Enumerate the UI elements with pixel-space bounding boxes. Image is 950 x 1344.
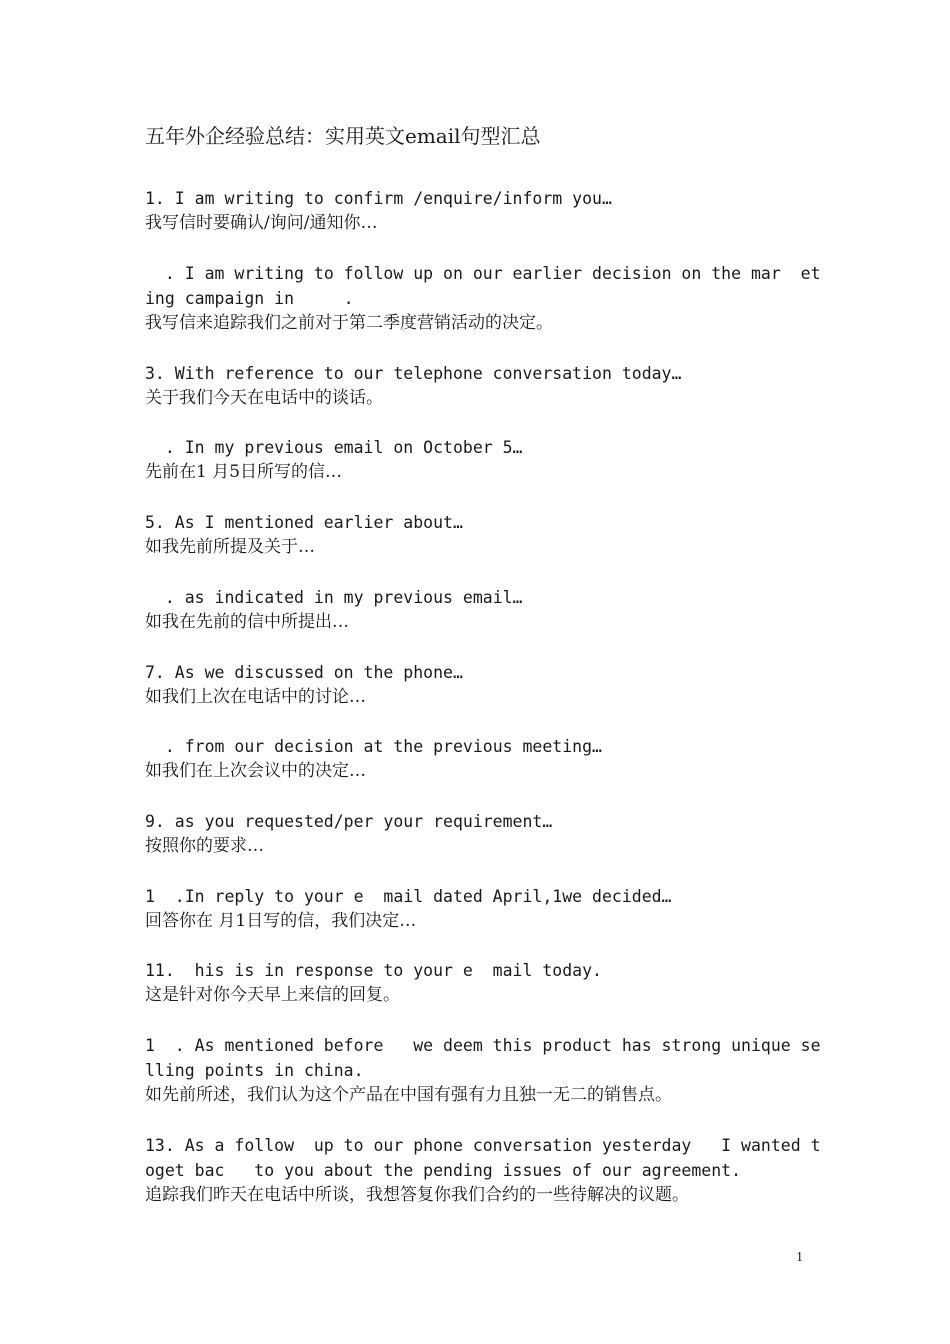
list-item [145,660,825,710]
chinese-translation: 追踪我们昨天在电话中所谈，我想答复你我们合约的一些待解决的议题。 [145,1185,689,1205]
english-sentence: 11. his is in response to your e mail today. [145,961,602,980]
english-sentence: 7. As we discussed on the phone… [145,663,463,682]
chinese-translation: 如我在先前的信中所提出… [145,612,349,632]
chinese-translation: 如先前所述，我们认为这个产品在中国有强有力且独一无二的销售点。 [145,1085,672,1105]
english-sentence: 3. With reference to our telephone conversation today… [145,364,682,383]
list-item [145,361,825,411]
english-sentence: . I am writing to follow up on our earlier decision on the mar eting campaign in . [145,264,821,308]
english-sentence: 1 . As mentioned before we deem this product has strong unique selling points in china. [145,1036,821,1080]
list-item [145,261,825,336]
list-item [145,734,825,784]
list-item [145,186,825,236]
english-sentence: 1 .In reply to your e mail dated April,1we decided… [145,887,672,906]
chinese-translation: 先前在1 月5日所写的信… [145,462,343,482]
document-title: 五年外企经验总结：实用英文email句型汇总 [145,124,541,148]
list-item [145,1033,825,1108]
chinese-translation: 关于我们今天在电话中的谈话。 [145,388,383,408]
chinese-translation: 我写信时要确认/询问/通知你… [145,213,378,233]
english-sentence: . In my previous email on October 5… [145,438,523,457]
english-sentence: . as indicated in my previous email… [145,588,523,607]
english-sentence: 1. I am writing to confirm /enquire/inform you… [145,189,612,208]
list-item [145,510,825,560]
english-sentence: . from our decision at the previous meeting… [145,737,602,756]
list-item [145,585,825,635]
list-item [145,958,825,1008]
chinese-translation: 我写信来追踪我们之前对于第二季度营销活动的决定。 [145,313,553,333]
english-sentence: 13. As a follow up to our phone conversation yesterday I wanted toget bac to you about the pending issues of our agreement. [145,1136,821,1180]
english-sentence: 5. As I mentioned earlier about… [145,513,463,532]
chinese-translation: 按照你的要求… [145,836,264,856]
chinese-translation: 回答你在 月1日写的信，我们决定… [145,911,417,931]
list-item [145,884,825,934]
list-item [145,809,825,859]
list-item [145,1133,825,1208]
chinese-translation: 如我们在上次会议中的决定… [145,761,366,781]
list-item [145,435,825,485]
english-sentence: 9. as you requested/per your requirement… [145,812,553,831]
page-number: 1 [796,1250,803,1265]
chinese-translation: 这是针对你今天早上来信的回复。 [145,985,400,1005]
chinese-translation: 如我先前所提及关于… [145,537,315,557]
chinese-translation: 如我们上次在电话中的讨论… [145,687,366,707]
